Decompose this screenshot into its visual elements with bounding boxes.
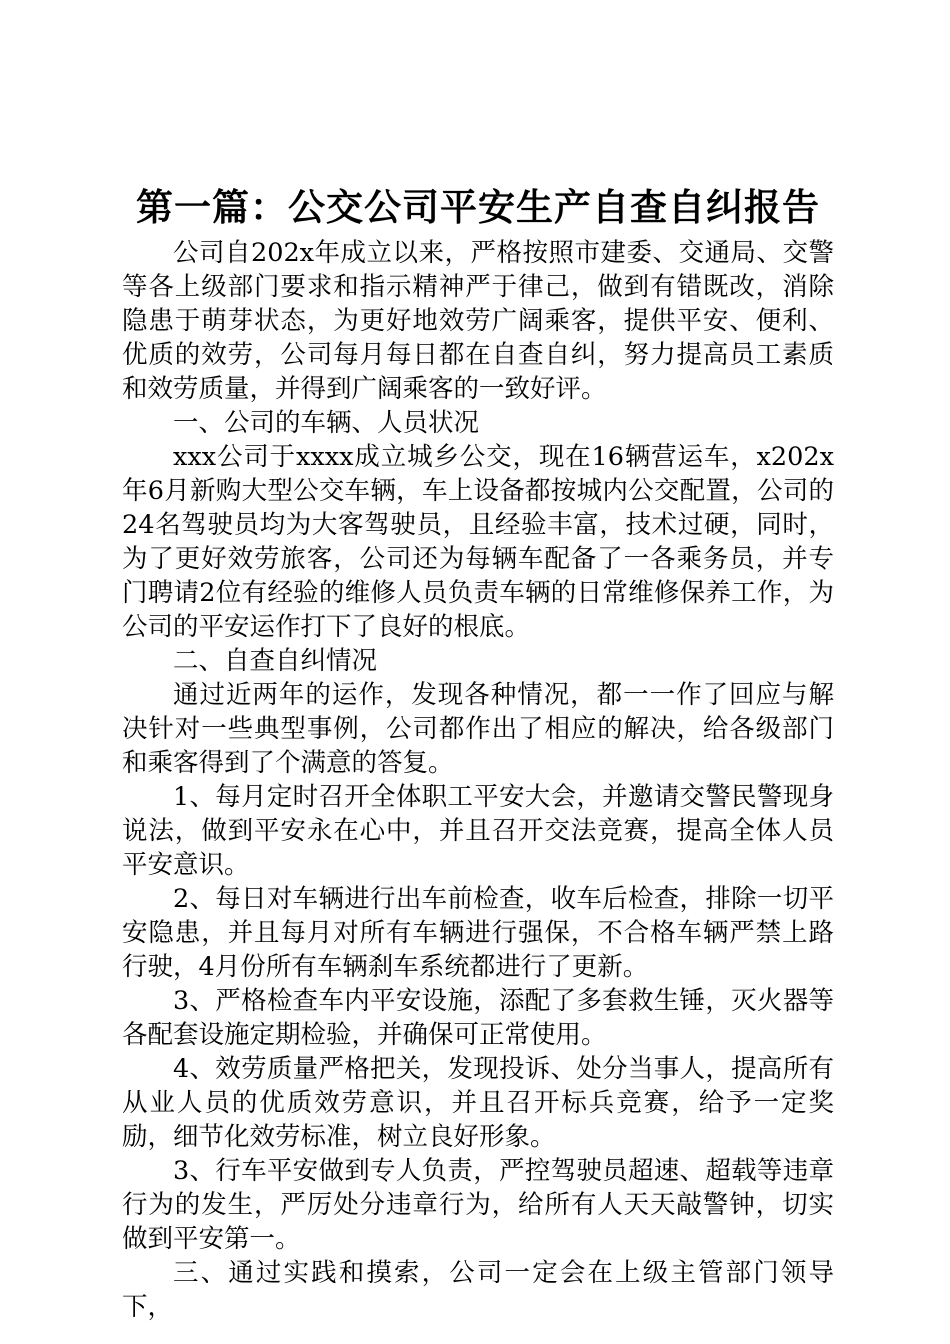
heading-self-inspection: 二、自查自纠情况 (173, 646, 378, 676)
document-page (122, 182, 834, 1324)
list-item-safety-meeting: 1、每月定时召开全体职工平安大会，并邀请交警民警现身说法，做到平安永在心中，并且召开交法竞赛，提高全体人员平安意识。 (122, 782, 834, 880)
heading-practice: 三、通过实践和摸索，公司一定会在上级主管部门领导下， (122, 1258, 834, 1322)
list-item-vehicle-check: 2、每日对车辆进行出车前检查，收车后检查，排除一切平安隐患，并且每月对所有车辆进行强保，不合格车辆严禁上路行驶，4月份所有车辆刹车系统都进行了更新。 (122, 884, 834, 982)
list-item-safety-equipment: 3、严格检查车内平安设施，添配了多套救生锤，灭火器等各配套设施定期检验，并确保可正常使用。 (122, 986, 834, 1050)
list-item-service-quality: 4、效劳质量严格把关，发现投诉、处分当事人，提高所有从业人员的优质效劳意识，并且召开标兵竞赛，给予一定奖励，细节化效劳标准，树立良好形象。 (122, 1054, 834, 1152)
heading-vehicles-staff: 一、公司的车辆、人员状况 (173, 408, 480, 438)
list-item-driving-safety: 3、行车平安做到专人负责，严控驾驶员超速、超载等违章行为的发生，严厉处分违章行为，给所有人天天敲警钟，切实做到平安第一。 (122, 1156, 834, 1254)
document-title: 第一篇：公交公司平安生产自查自纠报告 (136, 186, 820, 229)
paragraph-vehicles-staff: xxx公司于xxxx成立城乡公交，现在16辆营运车，x202x年6月新购大型公交车辆，车上设备都按城内公交配置，公司的24名驾驶员均为大客驾驶员，且经验丰富，技术过硬，同时，为了更好效劳旅客，公司还为每辆车配备了一各乘务员，并专门聘请2位有经验的维修人员负责车辆的日常维修保养工作，为公司的平安运作打下了良好的根底。 (122, 442, 834, 642)
paragraph-intro: 公司自202x年成立以来，严格按照市建委、交通局、交警等各上级部门要求和指示精神严于律己，做到有错既改，消除隐患于萌芽状态，为更好地效劳广阔乘客，提供平安、便利、优质的效劳，公司每月每日都在自查自纠，努力提高员工素质和效劳质量，并得到广阔乘客的一致好评。 (122, 238, 834, 404)
paragraph-self-inspection: 通过近两年的运作，发现各种情况，都一一作了回应与解决针对一些典型事例，公司都作出了相应的解决，给各级部门和乘客得到了个满意的答复。 (122, 680, 834, 778)
